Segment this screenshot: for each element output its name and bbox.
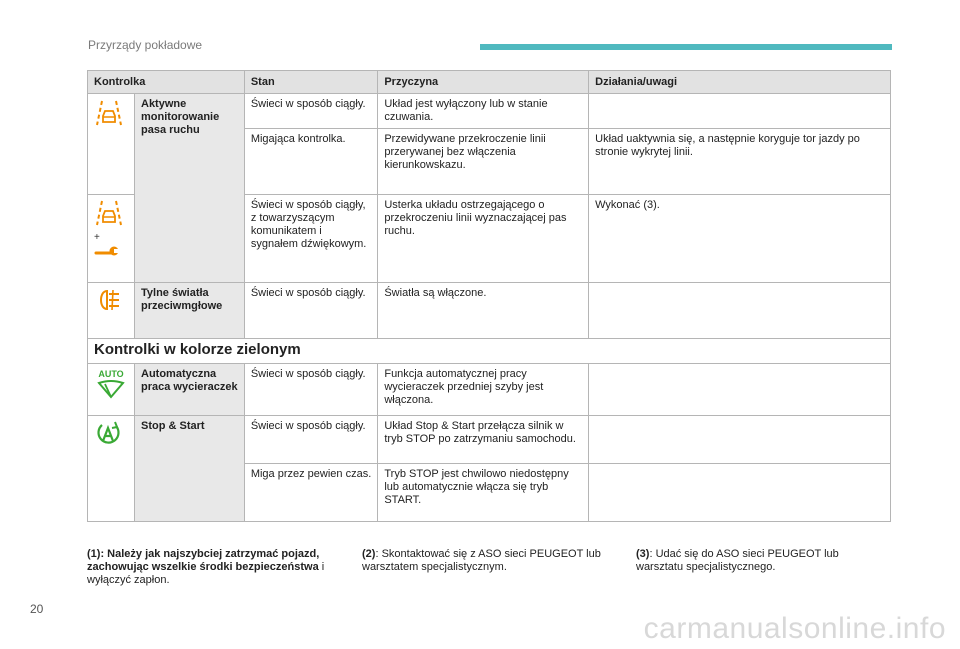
icon-cell <box>88 364 135 416</box>
cause-cell: Funkcja automatycznej pracy wycieraczek przedniej szyby jest włączona. <box>378 364 589 416</box>
icon-cell <box>88 94 135 195</box>
page-number: 20 <box>30 602 44 616</box>
col-header-stan: Stan <box>244 71 378 94</box>
cause-cell: Układ jest wyłączony lub w stanie czuwania. <box>378 94 589 129</box>
action-cell <box>589 283 891 339</box>
icon-cell <box>88 416 135 522</box>
action-cell <box>589 94 891 129</box>
cause-cell: Przewidywane przekroczenie linii przerywanej bez włączenia kierunkowskazu. <box>378 129 589 195</box>
footnote-3 <box>636 548 886 574</box>
table-row <box>88 364 891 416</box>
table-header-row <box>88 71 891 94</box>
indicator-name: Automatyczna praca wycieraczek <box>135 364 245 416</box>
footnote-ref: (2) <box>362 548 376 560</box>
footnote-2 <box>362 548 622 574</box>
footnote-ref: (3) <box>636 548 650 560</box>
col-header-przyczyna: Przyczyna <box>378 71 589 94</box>
state-cell: Świeci w sposób ciągły. <box>244 283 378 339</box>
rear-fog-light-icon <box>94 304 124 316</box>
footnote-text: i wyłączyć zapłon. <box>87 561 325 586</box>
action-cell <box>589 464 891 522</box>
state-cell: Miga przez pewien czas. <box>244 464 378 522</box>
action-cell <box>589 416 891 464</box>
icon-cell <box>88 195 135 283</box>
footnote-text: : Udać się do ASO sieci PEUGEOT lub warsztatu specjalistycznego. <box>636 548 839 573</box>
indicator-table <box>87 70 891 522</box>
state-cell: Migająca kontrolka. <box>244 129 378 195</box>
green-section-heading: Kontrolki w kolorze zielonym <box>88 339 891 364</box>
lane-departure-icon <box>94 119 124 131</box>
header-bar <box>480 44 892 50</box>
state-cell: Świeci w sposób ciągły. <box>244 416 378 464</box>
icon-cell <box>88 283 135 339</box>
cause-cell: Układ Stop & Start przełącza silnik w tryb STOP po zatrzymaniu samochodu. <box>378 416 589 464</box>
table-row <box>88 416 891 464</box>
table-row <box>88 94 891 129</box>
footnote-bold-text: : Należy jak najszybciej zatrzymać pojazd, zachowując wszelkie środki bezpieczeństwa <box>87 548 320 573</box>
stop-start-icon <box>94 439 122 451</box>
action-cell <box>589 364 891 416</box>
footnote-1 <box>87 548 347 587</box>
cause-cell: Usterka układu ostrzegającego o przekroczeniu linii wyznaczającej pas ruchu. <box>378 195 589 283</box>
wrench-icon <box>94 248 120 260</box>
table-row <box>88 283 891 339</box>
cause-cell: Światła są włączone. <box>378 283 589 339</box>
indicator-name: Aktywne monitorowanie pasa ruchu <box>135 94 245 283</box>
plus-sign: + <box>94 232 100 243</box>
indicator-name: Stop & Start <box>135 416 245 522</box>
svg-text:AUTO: AUTO <box>98 369 124 379</box>
auto-wiper-icon <box>94 369 128 403</box>
footnote-ref: (1) <box>87 548 101 560</box>
state-cell: Świeci w sposób ciągły, z towarzyszącym komunikatem i sygnałem dźwiękowym. <box>244 195 378 283</box>
action-cell: Wykonać (3). <box>589 195 891 283</box>
footnote-text: : Skontaktować się z ASO sieci PEUGEOT lub warsztatem specjalistycznym. <box>362 548 601 573</box>
action-cell: Układ uaktywnia się, a następnie koryguje tor jazdy po stronie wykrytej linii. <box>589 129 891 195</box>
watermark: carmanualsonline.info <box>643 612 946 645</box>
state-cell: Świeci w sposób ciągły. <box>244 94 378 129</box>
col-header-dzialania: Działania/uwagi <box>589 71 891 94</box>
cause-cell: Tryb STOP jest chwilowo niedostępny lub automatycznie włącza się tryb START. <box>378 464 589 522</box>
lane-departure-service-icon <box>94 218 124 230</box>
green-section-row <box>88 339 891 364</box>
state-cell: Świeci w sposób ciągły. <box>244 364 378 416</box>
col-header-kontrolka: Kontrolka <box>88 71 245 94</box>
indicator-name: Tylne światła przeciwmgłowe <box>135 283 245 339</box>
section-title: Przyrządy pokładowe <box>88 38 203 52</box>
